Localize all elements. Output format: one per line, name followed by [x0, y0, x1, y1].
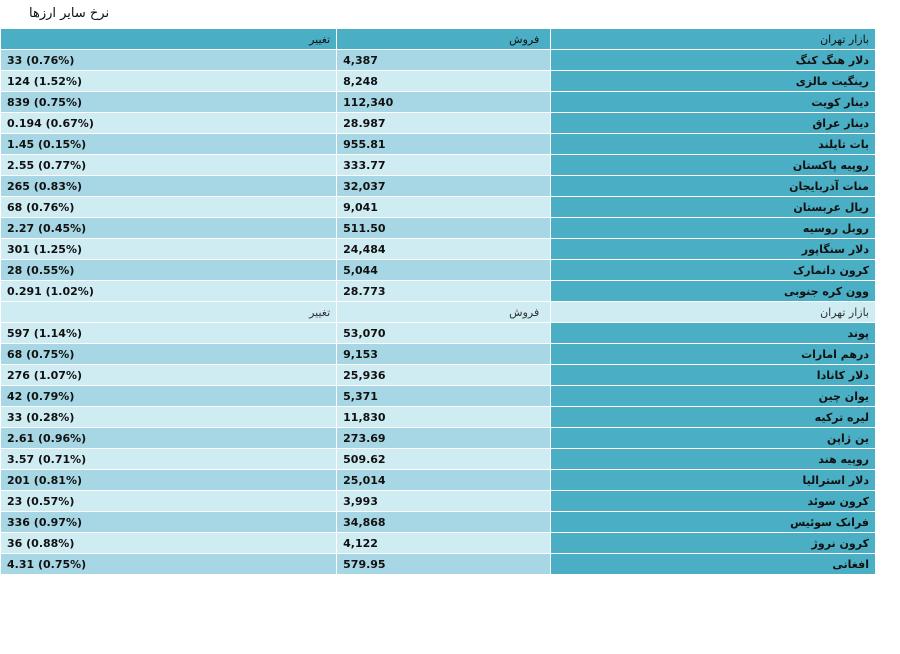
subheader-sell: [337, 302, 551, 323]
currency-name-cell: دلار استرالیا: [551, 470, 876, 491]
currency-name-cell: کرون نروژ: [551, 533, 876, 554]
currency-name-cell: درهم امارات: [551, 344, 876, 365]
sell-cell: 9,153: [337, 344, 551, 365]
change-cell: 33 (0.76%): [1, 50, 337, 71]
sell-cell: 25,936: [337, 365, 551, 386]
change-cell: 2.61 (0.96%): [1, 428, 337, 449]
currency-name-cell: وون کره جنوبی: [551, 281, 876, 302]
change-cell: 336 (0.97%): [1, 512, 337, 533]
sell-cell: 25,014: [337, 470, 551, 491]
change-cell: 42 (0.79%): [1, 386, 337, 407]
sell-cell: 24,484: [337, 239, 551, 260]
table-row: [1, 155, 876, 176]
table-row: [1, 449, 876, 470]
sell-cell: 511.50: [337, 218, 551, 239]
page-title: نرخ سایر ارزها: [29, 6, 110, 21]
sell-cell: 11,830: [337, 407, 551, 428]
sell-cell: 32,037: [337, 176, 551, 197]
change-cell: 597 (1.14%): [1, 323, 337, 344]
table-row: [1, 491, 876, 512]
currency-name-cell: فرانک سوئیس: [551, 512, 876, 533]
header-change: تغییر: [1, 29, 337, 50]
currency-name-cell: روبل روسیه: [551, 218, 876, 239]
change-cell: 3.57 (0.71%): [1, 449, 337, 470]
table-row: [1, 281, 876, 302]
change-cell: 28 (0.55%): [1, 260, 337, 281]
currency-name-cell: لیره ترکیه: [551, 407, 876, 428]
table-row: [1, 239, 876, 260]
table-row: [1, 323, 876, 344]
sell-cell: 333.77: [337, 155, 551, 176]
subheader-market: بازار تهران: [551, 302, 876, 323]
currency-name-cell: دلار سنگاپور: [551, 239, 876, 260]
currency-name-cell: افغانی: [551, 554, 876, 575]
sell-cell: 4,122: [337, 533, 551, 554]
change-cell: 68 (0.75%): [1, 344, 337, 365]
currency-name-cell: ین ژاپن: [551, 428, 876, 449]
header-market: بازار تهران: [551, 29, 876, 50]
table-row: [1, 71, 876, 92]
table-row: [1, 50, 876, 71]
change-cell: 276 (1.07%): [1, 365, 337, 386]
currency-name-cell: کرون سوئد: [551, 491, 876, 512]
table-row: [1, 386, 876, 407]
header-sell: فروش: [337, 29, 551, 50]
change-cell: 1.45 (0.15%): [1, 134, 337, 155]
change-cell: 0.291 (1.02%): [1, 281, 337, 302]
table-row: [1, 470, 876, 491]
currency-name-cell: روپیه هند: [551, 449, 876, 470]
subheader-change-label: تغییر: [309, 305, 331, 319]
subheader-change: [1, 302, 337, 323]
sell-cell: 5,044: [337, 260, 551, 281]
change-cell: 201 (0.81%): [1, 470, 337, 491]
currency-name-cell: دینار کویت: [551, 92, 876, 113]
table-header-row: [1, 29, 876, 50]
currency-name-cell: منات آذربایجان: [551, 176, 876, 197]
table-row: [1, 260, 876, 281]
currency-name-cell: پوند: [551, 323, 876, 344]
sell-cell: 34,868: [337, 512, 551, 533]
change-cell: 301 (1.25%): [1, 239, 337, 260]
table-row: [1, 512, 876, 533]
sell-cell: 53,070: [337, 323, 551, 344]
table-row: [1, 365, 876, 386]
sell-cell: 579.95: [337, 554, 551, 575]
currency-name-cell: رینگیت مالزی: [551, 71, 876, 92]
table-subheader-row: [1, 302, 876, 323]
sell-cell: 8,248: [337, 71, 551, 92]
sell-cell: 3,993: [337, 491, 551, 512]
currency-name-cell: بات تایلند: [551, 134, 876, 155]
sell-cell: 4,387: [337, 50, 551, 71]
change-cell: 839 (0.75%): [1, 92, 337, 113]
currency-name-cell: دلار کانادا: [551, 365, 876, 386]
sell-cell: 9,041: [337, 197, 551, 218]
change-cell: 4.31 (0.75%): [1, 554, 337, 575]
table-row: [1, 554, 876, 575]
currency-name-cell: ریال عربستان: [551, 197, 876, 218]
change-cell: 0.194 (0.67%): [1, 113, 337, 134]
currency-name-cell: دلار هنگ کنگ: [551, 50, 876, 71]
sell-cell: 28.773: [337, 281, 551, 302]
table-row: [1, 92, 876, 113]
currency-name-cell: دینار عراق: [551, 113, 876, 134]
change-cell: 68 (0.76%): [1, 197, 337, 218]
sell-cell: 273.69: [337, 428, 551, 449]
table-row: [1, 218, 876, 239]
change-cell: 33 (0.28%): [1, 407, 337, 428]
table-row: [1, 176, 876, 197]
table-row: [1, 113, 876, 134]
sell-cell: 28.987: [337, 113, 551, 134]
table-row: [1, 134, 876, 155]
change-cell: 124 (1.52%): [1, 71, 337, 92]
table-row: [1, 407, 876, 428]
currency-rate-table: [0, 28, 876, 575]
table-row: [1, 428, 876, 449]
table-row: [1, 197, 876, 218]
sell-cell: 5,371: [337, 386, 551, 407]
table-row: [1, 533, 876, 554]
change-cell: 2.55 (0.77%): [1, 155, 337, 176]
change-cell: 265 (0.83%): [1, 176, 337, 197]
currency-name-cell: یوان چین: [551, 386, 876, 407]
sell-cell: 509.62: [337, 449, 551, 470]
sell-cell: 955.81: [337, 134, 551, 155]
change-cell: 36 (0.88%): [1, 533, 337, 554]
table-row: [1, 344, 876, 365]
sell-cell: 112,340: [337, 92, 551, 113]
currency-name-cell: کرون دانمارک: [551, 260, 876, 281]
subheader-sell-label: فروش: [509, 305, 540, 319]
currency-name-cell: روپیه پاکستان: [551, 155, 876, 176]
change-cell: 23 (0.57%): [1, 491, 337, 512]
change-cell: 2.27 (0.45%): [1, 218, 337, 239]
